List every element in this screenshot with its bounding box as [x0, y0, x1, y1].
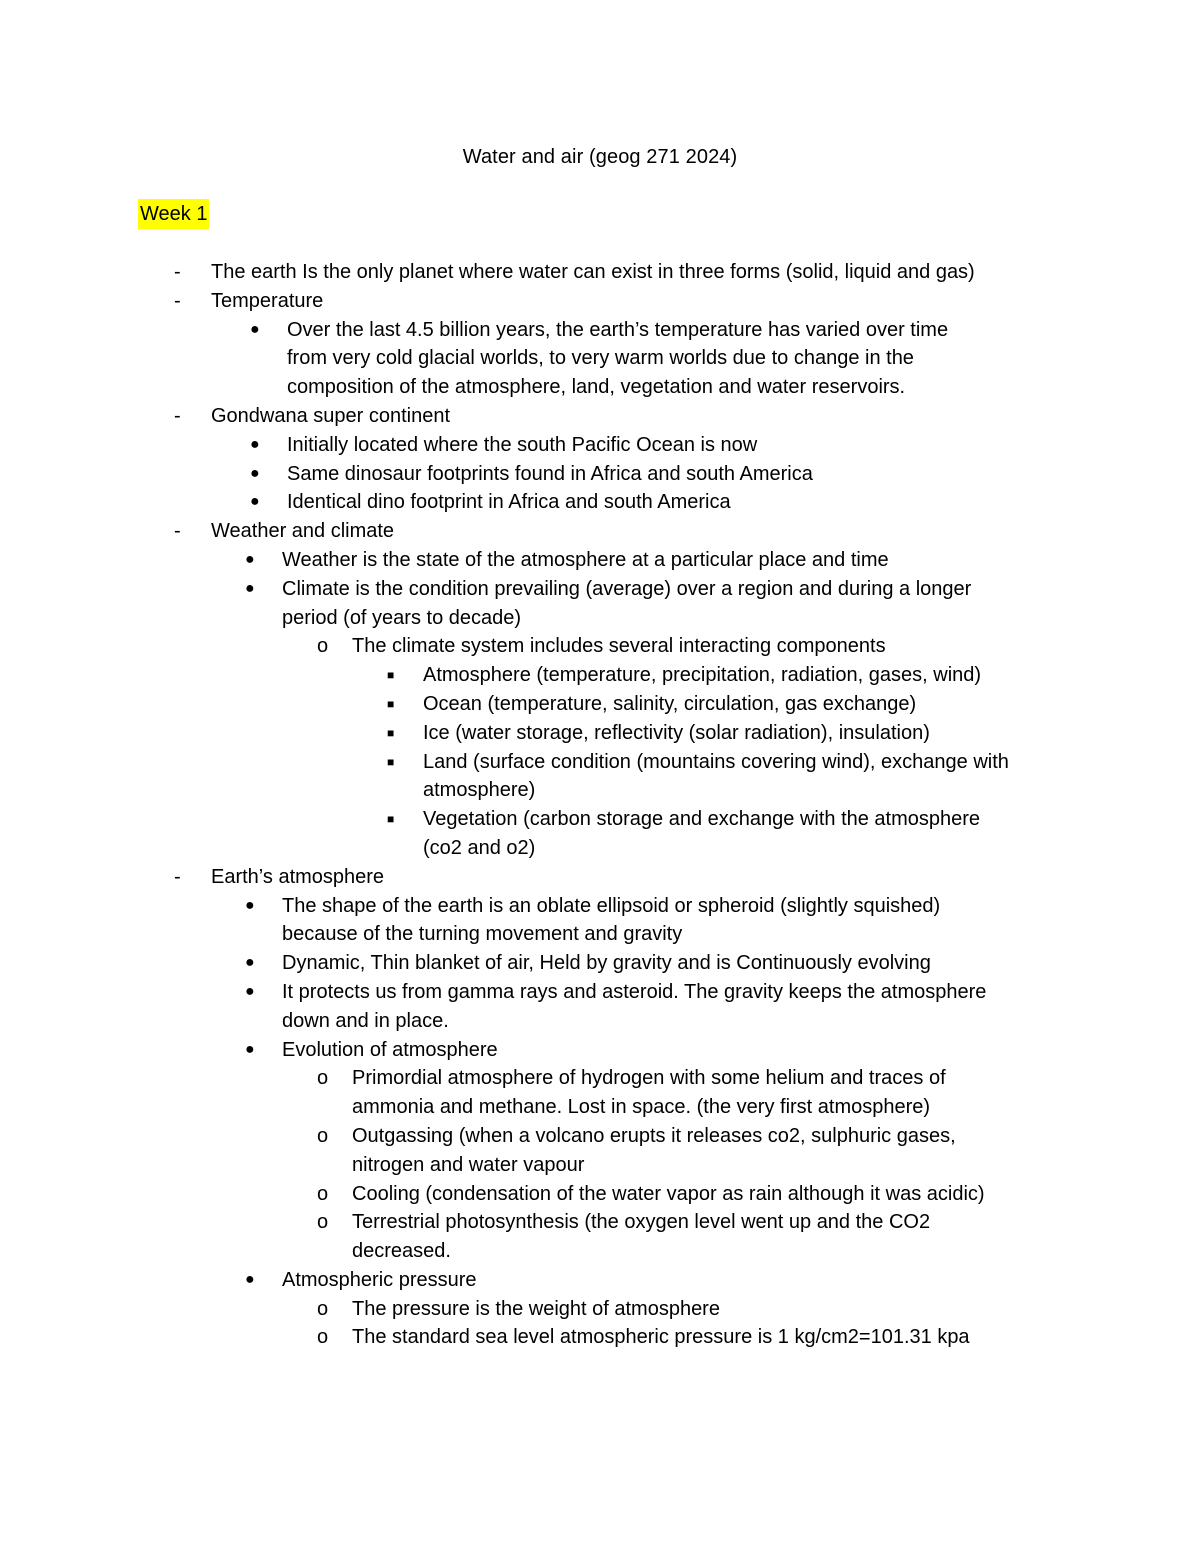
list-item-text: nitrogen and water vapour [352, 1153, 585, 1176]
list-item-text: Weather is the state of the atmosphere at a particular place and time [282, 548, 889, 571]
circle-marker: o [317, 1067, 329, 1090]
list-item-text: Evolution of atmosphere [282, 1038, 498, 1061]
square-marker: ■ [387, 668, 395, 683]
list-item-continuation [0, 1093, 1200, 1122]
list-item-text: decreased. [352, 1240, 451, 1263]
list-item-text: atmosphere) [423, 779, 536, 802]
list-item-text: Cooling (condensation of the water vapor as rain although it was acidic) [352, 1182, 985, 1205]
list-item [0, 517, 1200, 546]
list-item-text: ammonia and methane. Lost in space. (the very first atmosphere) [352, 1096, 931, 1119]
list-item-text: Temperature [211, 289, 324, 312]
list-item-text: Outgassing (when a volcano erupts it releases co2, sulphuric gases, [352, 1124, 956, 1147]
dash-marker: - [174, 865, 181, 888]
circle-marker: o [317, 1124, 329, 1147]
list-item [0, 575, 1200, 604]
dash-marker: - [174, 289, 181, 312]
list-item [0, 805, 1200, 834]
list-item-text: The shape of the earth is an oblate ellipsoid or spheroid (slightly squished) [282, 894, 941, 917]
list-item-text: Atmospheric pressure [282, 1268, 477, 1291]
list-item [0, 748, 1200, 777]
list-item [0, 1208, 1200, 1237]
list-item [0, 632, 1200, 661]
list-item [0, 1036, 1200, 1065]
list-item-continuation [0, 776, 1200, 805]
list-item-text: Land (surface condition (mountains covering wind), exchange with [423, 750, 1009, 773]
bullet-marker: ● [245, 954, 255, 972]
list-item-continuation [0, 834, 1200, 863]
list-item-continuation [0, 344, 1200, 373]
document-title: Water and air (geog 271 2024) [462, 146, 738, 168]
list-item-text: period (of years to decade) [282, 606, 522, 629]
bullet-marker: ● [245, 579, 255, 597]
dash-marker: - [174, 520, 181, 543]
list-item-continuation [0, 1237, 1200, 1266]
list-item [0, 661, 1200, 690]
list-item-text: Ice (water storage, reflectivity (solar radiation), insulation) [423, 721, 930, 744]
list-item [0, 1323, 1200, 1352]
list-item [0, 287, 1200, 316]
list-item [0, 546, 1200, 575]
list-item-text: Gondwana super continent [211, 404, 451, 427]
circle-marker: o [317, 1182, 329, 1205]
square-marker: ■ [387, 725, 395, 740]
list-item [0, 949, 1200, 978]
list-item-text: The earth Is the only planet where water can exist in three forms (solid, liquid and gas) [211, 261, 975, 283]
list-item [0, 1266, 1200, 1295]
list-item [0, 690, 1200, 719]
list-item [0, 863, 1200, 892]
list-item-continuation [0, 920, 1200, 949]
bullet-marker: ● [245, 1040, 255, 1058]
notes-list [0, 258, 1200, 1352]
list-item-text: composition of the atmosphere, land, vegetation and water reservoirs. [287, 376, 906, 399]
list-item-text: Dynamic, Thin blanket of air, Held by gravity and is Continuously evolving [282, 952, 931, 975]
list-item-text: because of the turning movement and gravity [282, 923, 683, 946]
circle-marker: o [317, 1297, 329, 1320]
list-item [0, 431, 1200, 460]
bullet-marker: ● [250, 493, 260, 511]
list-item [0, 1064, 1200, 1093]
bullet-marker: ● [245, 982, 255, 1000]
list-item-text: The standard sea level atmospheric pressure is 1 kg/cm2=101.31 kpa [352, 1326, 970, 1349]
list-item-text: The climate system includes several interacting components [352, 635, 886, 658]
list-item [0, 402, 1200, 431]
list-item [0, 1180, 1200, 1209]
bullet-marker: ● [245, 1270, 255, 1288]
list-item-text: Vegetation (carbon storage and exchange with the atmosphere [423, 808, 981, 831]
list-item-text: Terrestrial photosynthesis (the oxygen level went up and the CO2 [352, 1211, 931, 1234]
list-item-continuation [0, 604, 1200, 633]
circle-marker: o [317, 1326, 329, 1349]
list-item-text: Initially located where the south Pacific Ocean is now [287, 433, 758, 456]
list-item-text: down and in place. [282, 1009, 449, 1032]
list-item-continuation [0, 1007, 1200, 1036]
list-item-text: from very cold glacial worlds, to very warm worlds due to change in the [287, 347, 914, 370]
list-item-text: Same dinosaur footprints found in Africa and south America [287, 462, 813, 485]
list-item [0, 1295, 1200, 1324]
bullet-marker: ● [250, 464, 260, 482]
bullet-marker: ● [250, 435, 260, 453]
circle-marker: o [317, 635, 329, 658]
list-item [0, 488, 1200, 517]
list-item-text: Earth’s atmosphere [211, 865, 385, 888]
list-item-text: Climate is the condition prevailing (average) over a region and during a longer [282, 577, 972, 600]
list-item-text: The pressure is the weight of atmosphere [352, 1297, 720, 1320]
list-item-text: Weather and climate [211, 520, 395, 543]
dash-marker: - [174, 404, 181, 427]
list-item-text: (co2 and o2) [423, 836, 536, 859]
list-item-text: Ocean (temperature, salinity, circulation, gas exchange) [423, 692, 917, 715]
bullet-marker: ● [245, 896, 255, 914]
list-item [0, 316, 1200, 345]
list-item [0, 892, 1200, 921]
circle-marker: o [317, 1211, 329, 1234]
bullet-marker: ● [250, 320, 260, 338]
list-item [0, 460, 1200, 489]
list-item [0, 258, 1200, 287]
bullet-marker: ● [245, 550, 255, 568]
list-item-text: It protects us from gamma rays and asteroid. The gravity keeps the atmosphere [282, 980, 987, 1003]
list-item-continuation [0, 1151, 1200, 1180]
list-item [0, 719, 1200, 748]
list-item-text: Atmosphere (temperature, precipitation, radiation, gases, wind) [423, 664, 982, 687]
list-item [0, 978, 1200, 1007]
square-marker: ■ [387, 754, 395, 769]
list-item-continuation [0, 373, 1200, 402]
list-item-text: Primordial atmosphere of hydrogen with some helium and traces of [352, 1067, 946, 1090]
week-heading-highlighted: Week 1 [138, 199, 209, 229]
list-item [0, 1122, 1200, 1151]
square-marker: ■ [387, 812, 395, 827]
dash-marker: - [174, 261, 181, 283]
list-item-text: Identical dino footprint in Africa and south America [287, 491, 731, 514]
list-item-text: Over the last 4.5 billion years, the earth’s temperature has varied over time [287, 318, 949, 341]
square-marker: ■ [387, 696, 395, 711]
